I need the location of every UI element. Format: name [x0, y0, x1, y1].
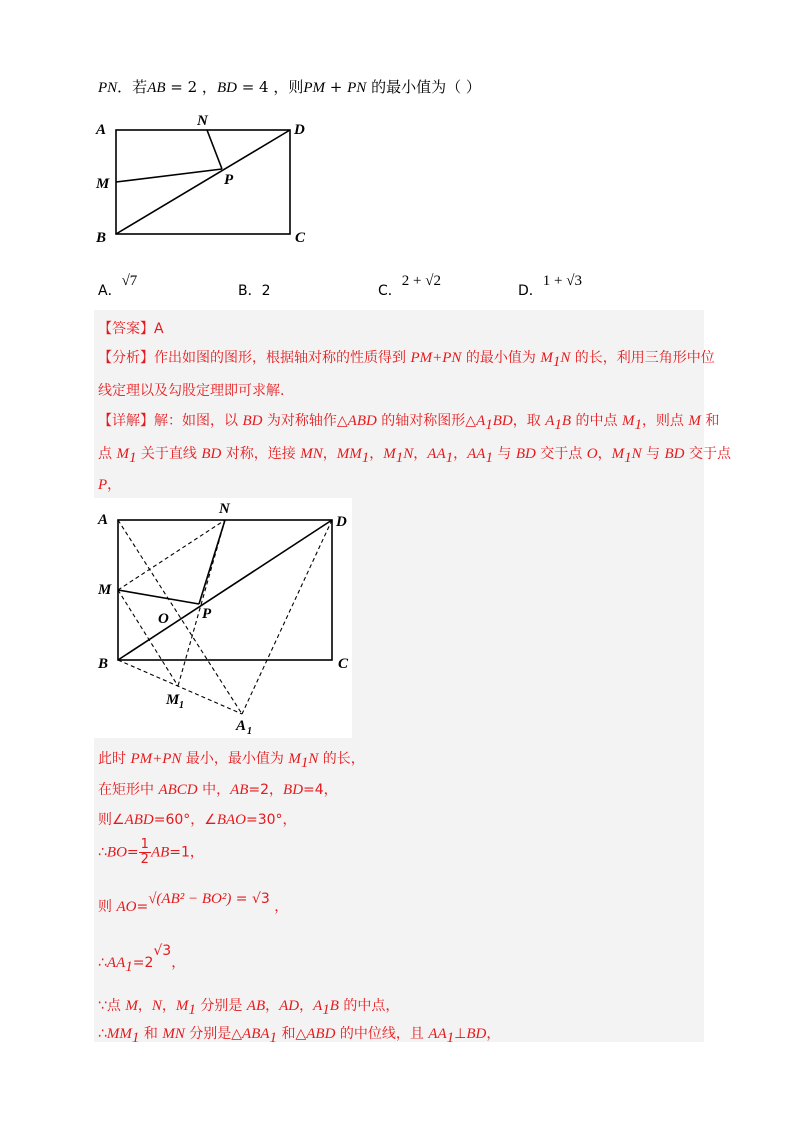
s8-f: ABA: [242, 1026, 270, 1042]
fig2-background: [94, 498, 352, 738]
s7-l: A: [313, 998, 323, 1014]
fig1-label-p: P: [224, 172, 234, 188]
d1-f-sub: 1: [485, 416, 493, 433]
analysis-text-a: 作出如图的图形，根据轴对称的性质得到: [154, 350, 411, 366]
fig2-label-b: B: [98, 656, 109, 672]
s1-a: 此时: [98, 751, 131, 767]
s2-b: ABCD: [158, 782, 198, 798]
s5-c: =: [136, 899, 149, 915]
d1-j: B: [561, 413, 572, 429]
d2-h: MM: [336, 446, 362, 462]
d1-d: ABD: [347, 413, 377, 429]
s2-e: =2，: [248, 782, 284, 798]
s4-c: =: [126, 844, 139, 861]
s8-f-sub: 1: [269, 1029, 278, 1046]
fig2-label-n: N: [219, 501, 230, 517]
d2-k: N: [403, 446, 414, 462]
d2-v: N: [631, 446, 642, 462]
detail-line-1: [98, 410, 719, 434]
d1-f: A: [476, 413, 486, 429]
s7-f: M: [175, 998, 189, 1014]
fig1-label-d: D: [294, 122, 305, 138]
d1-h: ，取: [512, 413, 546, 429]
d1-l: M: [621, 413, 635, 429]
d1-c: 为对称轴作△: [262, 413, 348, 429]
s4-b: BO: [106, 844, 127, 861]
s3-d: BAO: [216, 812, 247, 828]
d1-o: 和: [700, 413, 720, 429]
d2-h-sub: 1: [361, 449, 370, 466]
q-pm: PM: [303, 80, 326, 96]
option-b-value: 2: [261, 283, 271, 299]
analysis-pmpn: PM+PN: [410, 350, 462, 366]
fig2-label-m1-sub: 1: [179, 700, 184, 711]
s2-d: AB: [230, 782, 249, 798]
d3-a: P: [98, 477, 108, 493]
q-text-2: = 2 ，: [165, 78, 217, 96]
d2-m-sub: 1: [445, 449, 454, 466]
s3-b: ABD: [124, 812, 154, 828]
s7-f-sub: 1: [188, 1001, 196, 1018]
s8-i: 的中位线，且: [335, 1026, 429, 1042]
q-text-3: = 4 ，则: [236, 78, 304, 96]
s6-e: ，: [171, 955, 186, 971]
fig2-label-d: D: [336, 514, 347, 530]
d2-i: ，: [369, 446, 384, 462]
d2-r: 交于点: [535, 446, 587, 462]
fig2-label-a1-sub: 1: [247, 726, 252, 737]
d2-u-sub: 1: [624, 449, 632, 466]
analysis-m: M: [540, 350, 553, 366]
solution-line-3: [98, 809, 297, 829]
d2-w: 与: [641, 446, 665, 462]
fig1-label-m: M: [96, 176, 110, 192]
d2-d: BD: [201, 446, 222, 462]
d2-y: 交于点: [684, 446, 731, 462]
s7-i: ，: [265, 998, 280, 1014]
analysis-line-2: [98, 380, 284, 400]
s5-f: ，: [274, 899, 289, 915]
answer-value: A: [154, 321, 164, 337]
analysis-text-f: 的长，利用三角形中位: [570, 350, 715, 366]
s4-den: 2: [140, 852, 149, 867]
d1-i-sub: 1: [554, 416, 562, 433]
detail-line-3: [98, 474, 121, 494]
s7-g: 分别是: [195, 998, 247, 1014]
s8-m: ，: [486, 1026, 501, 1042]
s8-h: ABD: [306, 1026, 336, 1042]
s4-a: ∴: [98, 844, 107, 861]
fig2-label-o: O: [158, 611, 169, 627]
s8-k: ⊥: [454, 1026, 467, 1042]
analysis-m-sub: 1: [552, 353, 561, 370]
analysis-tag: 【分析】: [98, 350, 154, 366]
fig2-label-a1: A: [236, 718, 247, 734]
d2-f: MN: [300, 446, 323, 462]
d2-t: ，: [597, 446, 612, 462]
s8-g: 和△: [277, 1026, 307, 1042]
q-plus: +: [325, 78, 348, 96]
s6-b-sub: 1: [125, 958, 133, 975]
d2-o: AA: [467, 446, 486, 462]
option-b[interactable]: [238, 280, 271, 300]
solution-line-1: [98, 748, 365, 772]
option-d[interactable]: [518, 273, 582, 300]
s8-j-sub: 1: [446, 1029, 455, 1046]
s8-d: MN: [162, 1026, 185, 1042]
analysis-text-line2: 线定理以及勾股定理即可求解.: [98, 383, 285, 399]
d1-g: BD: [492, 413, 513, 429]
detail-line-2: [98, 443, 731, 467]
fig1-label-n: N: [197, 113, 208, 129]
s7-d: N: [151, 998, 162, 1014]
answer-line: [98, 318, 164, 338]
d1-n: M: [688, 413, 701, 429]
s1-c: 最小，最小值为: [181, 751, 289, 767]
s8-a: ∴: [98, 1026, 107, 1042]
d2-g: ，: [322, 446, 337, 462]
option-c[interactable]: [378, 273, 441, 300]
d1-m: ，则点: [641, 413, 689, 429]
fig2-label-a: A: [98, 512, 109, 528]
solution-line-2: [98, 779, 338, 799]
d2-x: BD: [664, 446, 685, 462]
option-a-letter: A．: [98, 283, 122, 299]
d1-k: 的中点: [571, 413, 622, 429]
d1-l-sub: 1: [634, 416, 642, 433]
option-b-letter: B．: [238, 283, 262, 299]
s8-l: BD: [466, 1026, 487, 1042]
d1-a: 解：如图，以: [154, 413, 243, 429]
s7-a: ∵点: [98, 998, 126, 1014]
d2-b-sub: 1: [128, 449, 137, 466]
fig2-label-p: P: [202, 606, 212, 622]
fig1-label-c: C: [295, 230, 306, 246]
s2-f: BD: [283, 782, 304, 798]
s7-j: AD: [279, 998, 300, 1014]
s5-b: AO: [116, 899, 137, 915]
fig1-segment-np: [207, 130, 222, 169]
solution-line-5: [98, 891, 289, 916]
d2-n: ，: [453, 446, 468, 462]
d2-j: M: [383, 446, 396, 462]
s5-a: 则: [98, 899, 117, 915]
q-bd: BD: [216, 80, 237, 96]
solution-line-7: [98, 995, 399, 1019]
s7-b: M: [125, 998, 138, 1014]
s7-m: B: [329, 998, 339, 1014]
analysis-n: N: [560, 350, 571, 366]
option-d-letter: D．: [518, 283, 543, 299]
option-c-value: 2 + √2: [401, 273, 441, 289]
fig1-label-a: A: [96, 122, 107, 138]
d2-a: 点: [98, 446, 117, 462]
s1-d-sub: 1: [300, 754, 309, 771]
s7-k: ，: [299, 998, 314, 1014]
q-pn: PN: [98, 80, 118, 96]
option-c-letter: C．: [378, 283, 402, 299]
option-a-value: √7: [121, 273, 138, 289]
s6-sqrt: √3: [153, 943, 172, 959]
s1-f: 的长，: [318, 751, 365, 767]
detail-tag: 【详解】: [98, 413, 154, 429]
s7-l-sub: 1: [322, 1001, 330, 1018]
q-text-4: 的最小值为（ ）: [366, 78, 481, 96]
s7-e: ，: [161, 998, 176, 1014]
s6-a: ∴: [98, 955, 107, 971]
s8-b-sub: 1: [131, 1029, 140, 1046]
q-ab: AB: [147, 80, 166, 96]
d2-e: 对称，连接: [221, 446, 301, 462]
d2-c: 关于直线: [136, 446, 202, 462]
d1-i: A: [545, 413, 555, 429]
s3-a: 则∠: [98, 812, 125, 828]
s2-c: 中，: [197, 782, 231, 798]
analysis-text-c: 的最小值为: [461, 350, 541, 366]
s1-e: N: [308, 751, 319, 767]
s5-sqrt: √(AB² − BO²): [148, 891, 232, 907]
solution-line-6: [98, 943, 186, 976]
s4-d: AB: [150, 844, 170, 861]
d2-o-sub: 1: [485, 449, 493, 466]
s4-fraction: [139, 838, 151, 867]
s3-e: =30°，: [246, 812, 297, 828]
option-a[interactable]: [98, 273, 138, 300]
d1-b: BD: [242, 413, 263, 429]
s8-e: 分别是△: [184, 1026, 243, 1042]
s6-c: =2: [132, 955, 154, 971]
analysis-line-1: [98, 347, 715, 371]
d2-m: AA: [427, 446, 446, 462]
d3-b: ，: [107, 477, 122, 493]
q-pn2: PN: [347, 80, 367, 96]
d2-j-sub: 1: [395, 449, 404, 466]
s5-e: = √3: [231, 891, 275, 907]
s2-g: =4，: [303, 782, 338, 798]
q-text-1: ．若: [117, 78, 148, 96]
d2-q: BD: [515, 446, 536, 462]
solution-line-8: [98, 1023, 500, 1047]
s8-j: AA: [428, 1026, 447, 1042]
s7-h: AB: [246, 998, 266, 1014]
figure-solution: [94, 498, 352, 738]
s8-b: MM: [106, 1026, 132, 1042]
s4-num: 1: [140, 837, 149, 852]
d2-p: 与: [492, 446, 516, 462]
s8-c: 和: [139, 1026, 163, 1042]
d1-e: 的轴对称图形△: [376, 413, 477, 429]
s3-c: =60°，∠: [153, 812, 217, 828]
fig2-label-c: C: [338, 656, 349, 672]
fig1-label-b: B: [96, 230, 107, 246]
s2-a: 在矩形中: [98, 782, 159, 798]
s4-e: =1，: [169, 844, 204, 861]
s7-c: ，: [137, 998, 152, 1014]
s1-b: PM+PN: [130, 751, 182, 767]
fig2-label-m1: M: [166, 692, 180, 708]
s6-b: AA: [106, 955, 126, 971]
question-line: [98, 76, 481, 97]
d2-b: M: [116, 446, 129, 462]
figure-rectangle: [92, 108, 322, 253]
d2-l: ，: [413, 446, 428, 462]
d2-u: M: [611, 446, 625, 462]
fig1-diagonal-bd: [116, 130, 290, 234]
answer-tag: 【答案】: [98, 321, 154, 337]
option-d-value: 1 + √3: [542, 273, 582, 289]
s1-d: M: [288, 751, 301, 767]
s7-n: 的中点，: [338, 998, 400, 1014]
fig2-label-m: M: [98, 582, 112, 598]
solution-line-4: [98, 838, 204, 867]
d2-s: O: [586, 446, 598, 462]
